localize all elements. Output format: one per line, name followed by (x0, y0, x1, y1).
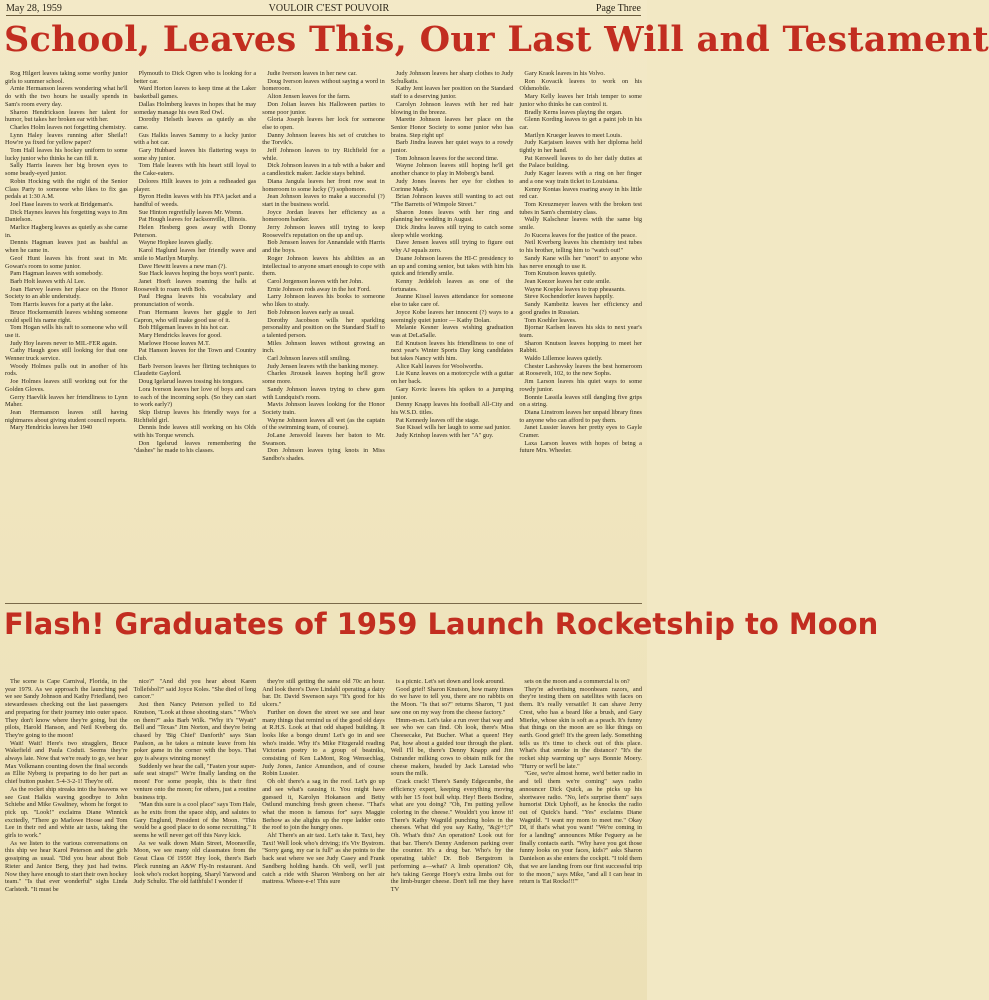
will-paragraph: Bonnie Lassila leaves still dangling five grips on a string. (519, 393, 642, 409)
will-paragraph: Bjornar Karlsen leaves his skis to next year's team. (519, 324, 642, 339)
will-paragraph: Judy Jensen leaves with the banking money. (267, 362, 379, 370)
masthead (6, 1, 641, 16)
will-paragraph: Lora Iverson leaves her love of boys and cars to each of the incoming soph. (So they can start to work early?) (133, 385, 257, 409)
will-paragraph: Pam Hagman leaves with somebody. (10, 270, 103, 278)
rocket-column-2 (134, 678, 257, 996)
will-paragraph: Charles Holm leaves not forgetting chemistry. (10, 123, 126, 131)
will-paragraph: Alice Kahl leaves for Woolworths. (395, 362, 484, 370)
will-paragraph: Sandy Kane wills her "snort" to anyone who has nerve enough to use it. (519, 254, 642, 270)
rocket-paragraph: Suddenly we hear the call, "Fasten your super-safe seat straps!" We're finally landing on the moon! For some people, this is their first venture onto the moon; for others, just a routine business trip. (133, 762, 257, 801)
will-paragraph: Barb Holt leaves with Al Lee. (10, 277, 86, 285)
will-paragraph: Charles Jirousek leaves hoping he'll grow some more. (262, 370, 385, 386)
will-paragraph: Tom Koehler leaves. (524, 316, 577, 324)
rocket-paragraph: Good grief! Sharon Knutson, how many times do we have to tell you, there are no rabbits on the Moon. "Is that so?" returns Sharon, "I just saw one on my way from the cheese factory." (390, 685, 514, 716)
will-paragraph: Jo Kucera leaves for the justice of the peace. (524, 231, 637, 239)
will-column-2 (134, 70, 257, 598)
will-paragraph: Sharon Jones leaves with her ring and planning her wedding in August. (390, 208, 514, 224)
will-paragraph: Tom Hale leaves with his heart still loyal to the Cake-eaters. (133, 162, 257, 178)
will-paragraph: Ward Horton leaves to keep time at the Laker basketball games. (133, 85, 257, 101)
will-paragraph: Karol Haglund leaves her friendly wave and smile to Marilyn Murphy. (133, 247, 257, 262)
will-paragraph: Sue Hinton regretfully leaves Mr. Wrenn. (138, 208, 243, 216)
rocket-paragraph: The scene is Cape Carnival, Florida, in the year 1979. As we approach the launching pad we see Sandy Johnson and Kathy Friedland, two stewardesses checking out the last passengers and preparing for their journey into outer space. They don't know where they're going, but the pilots, Harold Hanson, and Neil Kveberg do. They're going to the moon! (5, 678, 128, 739)
will-paragraph: Sharon Hendrickson leaves her talent for humor, but takes her broken ear with her. (5, 108, 128, 124)
will-paragraph: Tom Kreuzmeyer leaves with the broken test tubes in Sam's chemistry class. (519, 200, 642, 216)
will-column-4 (391, 70, 514, 598)
will-paragraph: Marilyn Krueger leaves to meet Louis. (524, 131, 622, 139)
will-column-1 (5, 70, 128, 598)
will-paragraph: Jim Larson leaves his quiet ways to some rowdy junior. (519, 378, 642, 393)
will-paragraph: Steve Kochendorfer leaves happily. (524, 293, 614, 301)
will-paragraph: Brian Johnson leaves still wanting to act out "The Barretts of Wimpole Street." (390, 193, 514, 208)
rocket-paragraph: "Gee, we're almost home, we'd better radio in and tell them we're coming" says radio announcer Dick Quick, as he picks up his shortwave radio. "No, let's surprise them" says humorist Dick Uphoff, as he knocks the radio out of Quick's hand. "Yes" exclaims Diane Wagnild. "I want my mom to meet me." Okay DI, if that's what you want! "We're coming in for a landing" announces Mike Feguery as he finally contacts earth. "Why have you got those funny looks on your faces, kids?" asks Sharon Danielson as she enters the cockpit. "I told them that we are landing from our first successful trip to the moon," says Mike, "and all I can hear in return is 'Eat Rocks!!!'" (519, 770, 642, 886)
will-paragraph: Lie Kunz leaves on a motorcycle with a guitar on her back. (390, 370, 514, 386)
will-paragraph: Marlice Hagberg leaves as quietly as she came in. (5, 224, 128, 239)
will-paragraph: Barb Jindra leaves her quiet ways to a rowdy junior. (390, 139, 514, 155)
will-paragraph: Sally Harris leaves her big brown eyes to some beady-eyed junior. (5, 162, 128, 178)
will-paragraph: Kenny Kontas leaves roaring away in his little red car. (519, 185, 642, 201)
will-paragraph: Janet Lussier leaves her pretty eyes to Gayle Cramer. (519, 424, 642, 440)
will-article (5, 70, 642, 598)
will-paragraph: Marette Johnson leaves her place on the Senior Honor Society to some junior who has brains. Step right up! (390, 116, 514, 139)
rocket-paragraph: nice?" "And did you hear about Karen Tollefsbol?" said Joyce Koles. "She died of long cancer." (133, 678, 257, 701)
rocket-paragraph: is a picnic. Let's set down and look around. (395, 678, 505, 685)
will-column-5 (519, 70, 642, 598)
will-paragraph: Denny Knapp leaves his football All-City and his W.S.D. titles. (390, 401, 514, 416)
will-paragraph: Janet Hoeft leaves roaming the halls at Roosevelt to roam with Bob. (133, 277, 257, 293)
will-paragraph: Mavis Johnson leaves looking for the Honor Society train. (262, 401, 385, 416)
rocket-paragraph: As we listen to the various conversations on this ship we hear Karol Peterson and the girls gossiping as usual. "Did you hear about Bob Rieter and Janice Berg, they just had twins. Now they have enough to start their own hockey team." "Is that ever wonderful" sighs Linda Carlstedt. "It must be (5, 839, 128, 893)
will-paragraph: Carl Johnson leaves still smiling. (267, 355, 351, 363)
will-paragraph: Judy Johnson leaves her sharp clothes to Judy Schulkatis. (390, 70, 514, 85)
will-paragraph: Carol Jorgenson leaves with her John. (267, 277, 363, 285)
will-paragraph: Neil Kverberg leaves his chemistry test tubes to his brother, telling him to "watch out!" (519, 239, 642, 255)
will-paragraph: Gus Halkis leaves Sammy to a lucky junior with a hot car. (133, 131, 257, 147)
will-paragraph: Judy Hoy leaves never to MIL-FER again. (10, 339, 118, 347)
rocket-headline (4, 607, 879, 675)
will-paragraph: Bob Johnson leaves early as usual. (267, 308, 355, 316)
paper-name: VOULOIR C'EST POUVOIR (268, 2, 390, 14)
section-divider (5, 603, 642, 604)
will-paragraph: Doug Iverson leaves without saying a word in homeroom. (262, 77, 385, 93)
rocket-article (5, 678, 642, 996)
will-paragraph: Judie Iverson leaves in her new car. (267, 70, 357, 77)
will-paragraph: Dorothy Jacobson wills her sparkling personality and position on the Standard Staff to a talented person. (262, 316, 385, 339)
will-paragraph: Sandy Kambeitz leaves her efficiency and good grades in Russian. (519, 301, 642, 316)
rocket-paragraph: sets on the moon and a commercial is on? (524, 678, 630, 685)
will-paragraph: Larry Johnson leaves his books to someone who likes to study. (262, 293, 385, 309)
rocket-column-4 (391, 678, 514, 996)
will-paragraph: Dave Hewitt leaves a new man (?). (138, 262, 227, 270)
will-paragraph: Marlowe Hoose leaves M.T. (138, 339, 210, 347)
will-paragraph: Pat Kerswell leaves to do her daily duties at the Palace building. (519, 154, 642, 170)
will-paragraph: Tom Hall leaves his hockey uniform to some lucky junior who thinks he can fill it. (5, 147, 128, 162)
will-paragraph: Waldo Lillemoe leaves quietly. (524, 355, 603, 363)
will-paragraph: Cathy Haugh goes still looking for that one Wenner truck service. (5, 347, 128, 363)
will-paragraph: Lynn Haley leaves running after Sheila!! How're ya fixed for yellow paper? (5, 131, 128, 147)
rocket-paragraph: Crack crack! There's Sandy Edgecumbe, the efficiency expert, keeping everything moving with her 15 foot bull whip. Hey! Beets Bodine, what are you doing? "Oh, I'm putting yellow coloring in the cheese." Wouldn't you know it! There's Kathy Wagnild punching holes in the cheeses. What did you say Kathy, "&@+!;?" Oh. What's this? An operation? Look out for that bar. There's Denny Anderson parking over the counter. It's a drug bar. Who's by the operating table? Dr. Bob Bergstrom is performing a—what? A limb operation? Oh, he's taking George Hoey's extra limbs out for the limb-burger cheese. Don't tell me they have TV (390, 778, 514, 893)
will-paragraph: Don Johnson leaves tying knots in Miss Sandbo's shades. (262, 447, 385, 463)
will-paragraph: Dolores Hillt leaves to join a redheaded gas player. (133, 177, 257, 193)
will-paragraph: Kathy Jent leaves her position on the Standard staff to a deserving junior. (390, 85, 514, 101)
will-paragraph: Diana Jangula leaves her front row seat in homeroom to some lucky (?) sophomore. (262, 177, 385, 193)
will-paragraph: Dave Jensen leaves still trying to figure out why AJ equals zero. (390, 239, 514, 255)
will-paragraph: Jean Johnson leaves to make a successful (?) start in the business world. (262, 193, 385, 208)
will-paragraph: Carolyn Johnson leaves with her red hair blowing in the breeze. (390, 100, 514, 116)
will-paragraph: Dallas Holmberg leaves in hopes that he may someday manage his own Red Owl. (133, 100, 257, 116)
will-paragraph: Mary Kelly leaves her Irish temper to some junior who thinks he can control it. (519, 93, 642, 108)
will-paragraph: Ernie Johnson rods away in the hot Ford. (267, 285, 371, 293)
will-paragraph: Glenn Kording leaves to get a paint job in his car. (519, 116, 642, 131)
rocket-paragraph: Wait! Wait! Here's two stragglers, Bruce Wakefield and Paula Coduti. Seems they're always late. Now that we're ready to go, we hear Max Volkmann counting down the final seconds as Ellie Nyberg is preparing to do her part as chief button pusher. 5-4-3-2-1! They're off. (5, 739, 128, 786)
will-paragraph: Judy Krinhop leaves with her "A" guy. (395, 432, 494, 440)
will-paragraph: Dick Haynes leaves his forgetting ways to Jim Danielson. (5, 208, 128, 224)
rocket-paragraph: they're still getting the same old 70c an hour. And look there's Dave Lindahl operating a dairy bar. Dr. David Swenson says "It's good for his ulcers." (262, 678, 385, 709)
rocket-paragraph: Just then Nancy Peterson yelled to Ed Knutson, "Look at those shooting stars." "Who's on them?" asks Barb Wilk. "Why it's "Wyatt" Bell and "Texas" Jim Norton, and they're being chased by 'Big Chief' Danforth" says Stan Paulson, as he takes a minute leave from his poker game in the corner with the boys. That guy is always winning money! (133, 701, 257, 763)
will-paragraph: Skip Ilstrup leaves his friendly ways for a Richfield girl. (133, 408, 257, 424)
rocket-paragraph: As we walk down Main Street, Moonsville, Moon, we see many old classmates from the Great Class Of 1959! Hey look, there's Barb Pleck running an A&W Fly-In restaurant. And look who's rocket hopping, Sharyl Yarwood and Judy Schultz. The old faithfuls! I wonder if (133, 839, 257, 886)
page-number: Page Three (595, 2, 641, 14)
will-paragraph: Don Igelsrud leaves remembering the "dashes" he made to his classes. (133, 439, 257, 455)
will-paragraph: Joyce Kobe leaves her innocent (?) ways to a seemingly quiet junior — Kathy Dolan. (390, 308, 514, 324)
will-paragraph: Geof Hunt leaves his front seat in Mr. Gowan's room to some junior. (5, 254, 128, 270)
rocket-paragraph: Further on down the street we see and hear many things that remind us of the good old days at R.H.S. Look at that odd shaped building. It looks like a bongo drum! Let's go in and see who's inside. Why it's Mike Fitzgerald reading Victorian poetry to a group of beatniks, consisting of Ken LaMont, Rog Wensechlag, Judy Jones, Janice Amundson, and of course Robin Lussier. (262, 708, 385, 778)
will-paragraph: Ron Kovacik leaves to work on his Oldsmobile. (519, 77, 642, 93)
rocket-column-3 (262, 678, 385, 996)
will-paragraph: Joan Harvey leaves her place on the Honor Society to an able understudy. (5, 285, 128, 301)
will-paragraph: Pat Hough leaves for Jacksonville, Illinois. (138, 216, 247, 224)
will-paragraph: Tom Johnson leaves for the second time. (395, 154, 499, 162)
will-paragraph: Tom Knutson leaves quietly. (524, 270, 597, 278)
will-paragraph: Diana Linstrom leaves her unpaid library fines to anyone who can afford to pay them. (519, 408, 642, 424)
will-paragraph: Dennis Inde leaves still working on his Olds with his Torque wrench. (133, 424, 257, 440)
will-paragraph: Pat Kennedy leaves off the stage. (395, 416, 480, 424)
will-paragraph: Bruce Hockemsmith leaves wishing someone could spell his name right. (5, 308, 128, 324)
will-paragraph: Jean Keezer leaves her cute smile. (524, 277, 611, 285)
will-paragraph: Miles Johnson leaves without growing an inch. (262, 339, 385, 355)
rocket-paragraph: As the rocket ship streaks into the heavens we see Gust Halkis waving goodbye to John Schiebe and Mike Gwaltney, whom he forgot to pick up. "Look!" exclaims Diane Winnick excitedly, "There go Marlowe Hoose and Tom Lee in their red and white air taxis, taking the girls to work." (5, 785, 128, 840)
will-paragraph: Roger Johnson leaves his abilities as an intellectual to anyone smart enough to cope with them. (262, 254, 385, 278)
will-paragraph: Sharon Knutson leaves hopping to meet her Rabbit. (519, 339, 642, 355)
will-paragraph: Wally Kalscheur leaves with the same big smile. (519, 216, 642, 232)
will-paragraph: Chester Lashovsky leaves the best homeroom at Roosevelt, 102, to the new Sophs. (519, 362, 642, 378)
will-paragraph: Pat Hanson leaves for the Town and Country Club. (133, 347, 257, 363)
rocket-paragraph: "Man this sure is a cool place" says Tom Hale, as he exits from the space ship, and salutes to Gary Englund, President of the Moon. "This would be a good place to do some recruiting." It seems he will never get off this Navy kick. (133, 801, 257, 840)
will-paragraph: Dick Johnson leaves in a tub with a baker and a candlestick maker. Jackie stays behind. (262, 162, 385, 178)
issue-date: May 28, 1959 (6, 2, 62, 14)
rocket-column-1 (5, 678, 128, 996)
will-paragraph: Jeanne Kissel leaves attendance for someone else to take care of. (390, 293, 514, 309)
will-paragraph: Tom Harris leaves for a party at the lake. (10, 301, 113, 309)
will-paragraph: Tom Hogan wills his raft to someone who will use it. (5, 324, 128, 339)
will-paragraph: Joe Holmes leaves still working out for the Golden Gloves. (5, 378, 128, 393)
rocket-paragraph: Oh oh! there's a sag in the roof. Let's go up and see what's causing it. You might have guessed it, Karolyn Hokanson and Betty Ostlund munching fresh green cheese. "That's what the moon is famous for" says Maggie Berhow as she alights up the rope ladder onto the roof to join the hungry ones. (262, 778, 385, 832)
will-column-3 (262, 70, 385, 598)
will-paragraph: Gary Kraok leaves in his Volvo. (524, 70, 605, 77)
will-paragraph: Wayne Johnson leaves all wet (as the captain of the swimming team, of course). (262, 416, 385, 432)
will-paragraph: Duane Johnson leaves the HI-C presidency to an up and coming senior, but takes with him his quick and friendly smile. (390, 254, 514, 278)
will-paragraph: Ed Knutson leaves his friendliness to one of next year's Winter Sports Day king candidates but takes Nancy with him. (390, 339, 514, 363)
will-paragraph: Judy Kager leaves with a ring on her finger and a one way train ticket to Louisiana. (519, 170, 642, 185)
will-paragraph: Helen Hesberg goes away with Donny Peterson. (133, 224, 257, 239)
will-paragraph: Jeff Johnson leaves to try Richfield for a while. (262, 147, 385, 162)
will-paragraph: Bradly Kerns leaves playing the organ. (524, 108, 623, 116)
will-paragraph: Gary Hubbard leaves his flattering ways to some shy junior. (133, 147, 257, 162)
will-paragraph: Robin Hocking with the night of the Senior Class Party to someone who likes to fix gas pedals at 1:30 A.M. (5, 177, 128, 201)
will-headline: School, Leaves This, Our Last Will and Testament (4, 19, 989, 60)
will-paragraph: Don Jolian leaves his Halloween parties to some poor junior. (262, 100, 385, 116)
will-paragraph: Gary Kovic leaves his spikes to a jumping junior. (390, 385, 514, 401)
will-paragraph: Bob Jenssen leaves for Annandale with Harris and the boys. (262, 239, 385, 255)
will-paragraph: Gloria Joseph leaves her lock for someone else to open. (262, 116, 385, 131)
rocket-paragraph: Hmm-m-m. Let's take a run over that way and see who we can find. Oh look, there's Miss Cheesecake, Pat Bucher. What a queen! Hey Pat, how about a guided tour through the plant. Well I'll be, there's Denny Knapp and Jim Ostrander milking cows to obtain milk for the cheese makers, headed by Jack Lanstad who sours the milk. (390, 716, 514, 778)
will-paragraph: Wayne Hopkee leaves gladly. (138, 239, 213, 247)
will-paragraph: Fran Hermann leaves her giggle to Jeri Capron, who will make good use of it. (133, 308, 257, 324)
rocket-paragraph: Ah! There's an air taxi. Let's take it. Taxi, hey Taxi! Well look who's driving; it's Viv Bystrom. "Sorry gang, my car is full" as she points to the back seat where we see Judy Casey and Frank Sandberg holding hands. Oh well, we'll just catch a ride with Sharon Wenborg on her air mattress. Wheee-e-e! This sure (262, 832, 385, 886)
will-paragraph: Alton Jensen leaves for the farm. (267, 93, 351, 101)
will-paragraph: Bob Hilgeman leaves in his hot car. (138, 324, 229, 332)
will-paragraph: JoLane Jensvold leaves her baton to Mr. Swanson. (262, 432, 385, 447)
will-paragraph: Mary Hendricks leaves her 1940 (10, 424, 93, 432)
rocket-headline-line: Flash! Graduates of 1959 Launch Rocketship to Moon (4, 607, 879, 641)
will-paragraph: Paul Hegna leaves his vocabulary and pronunciation of words. (133, 293, 257, 309)
will-paragraph: Kenny Jeddeloh leaves as one of the fortunates. (390, 277, 514, 293)
will-paragraph: Mary Hendricks leaves for good. (138, 331, 222, 339)
will-paragraph: Dorothy Helseth leaves as quietly as she came. (133, 116, 257, 131)
will-paragraph: Plymouth to Dick Ogren who is looking for a better car. (133, 70, 257, 85)
will-paragraph: Rog Hilgert leaves taking some worthy junior girls to summer school. (5, 70, 128, 85)
will-paragraph: Laxa Larson leaves with hopes of being a future Mrs. Wheeler. (519, 439, 642, 455)
will-paragraph: Arnie Hermanson leaves wondering what he'll do with the two hours he usually spends in Sam's room every day. (5, 85, 128, 108)
will-paragraph: Byron Hedin leaves with his FFA jacket and a handful of weeds. (133, 193, 257, 208)
will-paragraph: Dennis Hagman leaves just as bashful as when he came in. (5, 239, 128, 255)
will-paragraph: Danny Johnson leaves his set of crutches to the Torvik's. (262, 131, 385, 147)
will-paragraph: Wayne Johnson leaves still hoping he'll get another chance to play in Moberg's band. (390, 162, 514, 178)
rocket-column-5 (519, 678, 642, 996)
will-paragraph: Wayne Koepke leaves to trap pheasants. (524, 285, 626, 293)
will-paragraph: Gerry Haevlik leaves her friendliness to Lynn Maher. (5, 393, 128, 409)
will-paragraph: Barb Iverson leaves her flirting techniques to Claudette Gaylord. (133, 362, 257, 378)
will-paragraph: Jean Hermanson leaves still having nightmares about giving student council reports. (5, 408, 128, 424)
will-paragraph: Jerry Johnson leaves still trying to keep Roosevelt's reputation on the up and up. (262, 224, 385, 239)
will-paragraph: Sue Kissel wills her laugh to some sad junior. (395, 424, 511, 432)
will-paragraph: Joel Hase leaves to work at Bridgeman's. (10, 200, 114, 208)
will-paragraph: Dick Jindra leaves still trying to catch some sleep while working. (390, 224, 514, 239)
rocket-paragraph: They're advertising moonbeam razors, and they're testing them on satellites with faces on them. It's really versatile! It can shave Jerry Crest, who has a beard like a brush, and Gary Mierke, whose skin is soft as a peach. It's funny that things on the moon are so like things on earth. Good grief! It's the green lady. Something tells us it's time to check out of this place. What's that smoke in the distance? "It's the rocket ship warming up" says Bonnie Moery. "Hurry or we'll be late." (519, 685, 642, 770)
will-paragraph: Sandy Johnson leaves trying to chew gum with Lundquist's room. (262, 385, 385, 401)
will-paragraph: Joyce Jordan leaves her efficiency as a homeroom banker. (262, 208, 385, 224)
will-paragraph: Judy Jones leaves her eye for clothes to Corinne Mady. (390, 177, 514, 193)
will-paragraph: Sue Hack leaves hoping the boys won't panic. (138, 270, 255, 278)
will-paragraph: Woody Holmes pulls out in another of his rods. (5, 362, 128, 378)
will-paragraph: Doug Igelarud leaves tossing his tongues. (138, 378, 244, 386)
will-paragraph: Melanie Kesner leaves wishing graduation was at DeLaSalle. (390, 324, 514, 339)
will-paragraph: Judy Karjaisen leaves with her diploma held tightly in her hand. (519, 139, 642, 155)
